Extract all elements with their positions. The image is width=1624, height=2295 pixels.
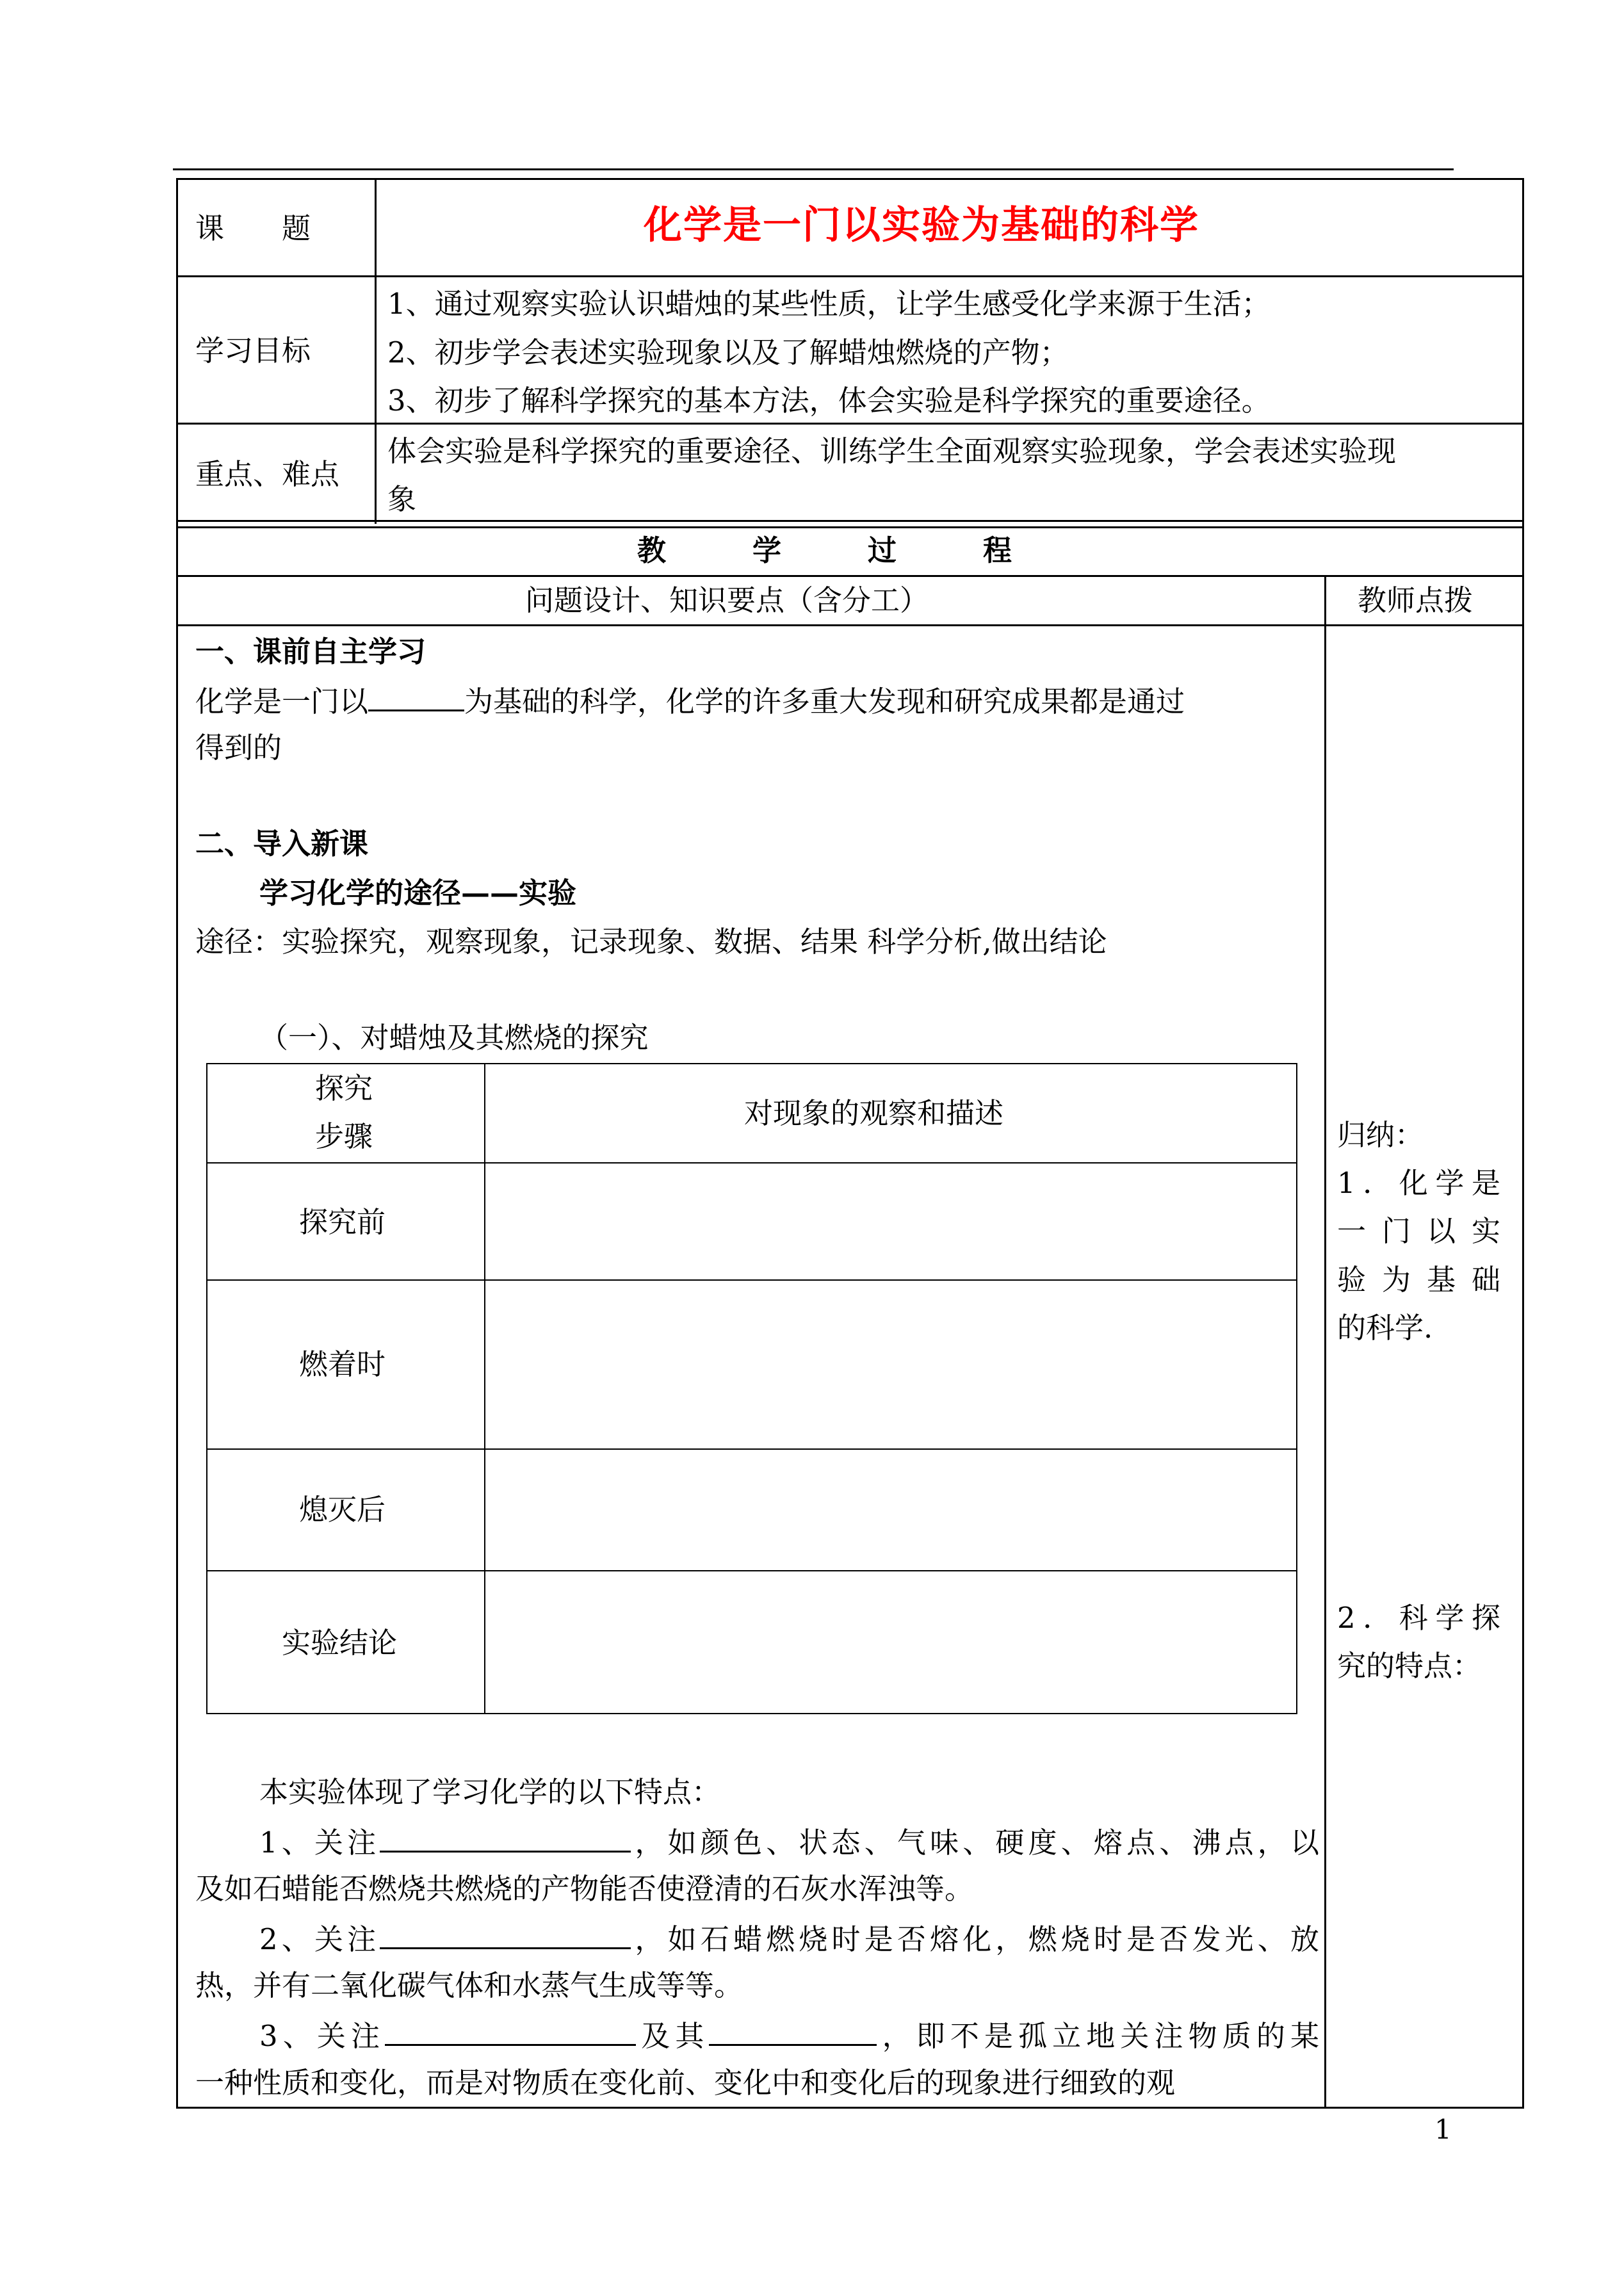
teacher-note-line: 1．化学是 bbox=[1337, 1166, 1500, 1200]
teacher-note-line: 的科学. bbox=[1337, 1311, 1433, 1345]
teacher-note-line: 验为基础 bbox=[1337, 1263, 1500, 1297]
sentence-part: 化学是一门以 bbox=[195, 685, 369, 718]
fill-in-sentence bbox=[195, 685, 1185, 716]
inquiry-table-border bbox=[206, 1279, 1297, 1281]
inquiry-row-label: 燃着时 bbox=[299, 1347, 386, 1381]
column-header-main: 问题设计、知识要点（含分工） bbox=[525, 583, 929, 617]
inquiry-table-border bbox=[1296, 1063, 1297, 1714]
page-number: 1 bbox=[1434, 2114, 1452, 2145]
section-heading: 二、导入新课 bbox=[195, 827, 369, 861]
objective-item: 2、初步学会表述实验现象以及了解蜡烛燃烧的产物； bbox=[387, 336, 1069, 369]
inquiry-table-border bbox=[206, 1162, 1297, 1164]
row-divider bbox=[176, 520, 1524, 522]
sentence-part: ，如颜色、状态、气味、硬度、熔点、沸点，以 bbox=[631, 1826, 1319, 1860]
page-title: 化学是一门以实验为基础的科学 bbox=[644, 203, 1199, 248]
keypoints-text: 体会实验是科学探究的重要途径、训练学生全面观察实验现象，学会表述实验现 bbox=[387, 434, 1397, 468]
inquiry-col-header: 步骤 bbox=[315, 1119, 373, 1153]
answer-blank[interactable] bbox=[368, 685, 464, 711]
inquiry-table-border bbox=[484, 1063, 485, 1714]
process-heading: 教 学 过 程 bbox=[637, 533, 1012, 567]
paragraph-line: 一种性质和变化，而是对物质在变化前、变化中和变化后的现象进行细致的观 bbox=[195, 2066, 1176, 2100]
teacher-note-line: 2．科学探 bbox=[1337, 1601, 1500, 1635]
subsection-heading: （一）、对蜡烛及其燃烧的探究 bbox=[259, 1021, 649, 1055]
teacher-note-line: 究的特点： bbox=[1337, 1649, 1482, 1683]
sentence-part: 2、关注 bbox=[259, 1922, 380, 1956]
sentence-part: 3、关注 bbox=[259, 2019, 386, 2053]
inquiry-row-label: 探究前 bbox=[299, 1205, 386, 1239]
row-divider bbox=[176, 575, 1524, 577]
header-divider bbox=[375, 178, 377, 524]
inquiry-table-border bbox=[206, 1570, 1297, 1571]
teacher-column-divider bbox=[1324, 575, 1326, 2108]
paragraph-line: 本实验体现了学习化学的以下特点： bbox=[259, 1775, 721, 1809]
inquiry-row-label: 熄灭后 bbox=[299, 1493, 386, 1527]
column-header-teacher: 教师点拨 bbox=[1358, 583, 1474, 617]
keypoints-text: 象 bbox=[387, 482, 417, 516]
teacher-note-line: 一门以实 bbox=[1337, 1214, 1500, 1248]
fill-in-sentence bbox=[259, 1826, 1319, 1860]
sentence-part: 为基础的科学，化学的许多重大发现和研究成果都是通过 bbox=[464, 685, 1185, 718]
inquiry-table-border bbox=[206, 1448, 1297, 1450]
paragraph-line: 得到的 bbox=[195, 731, 282, 765]
row-divider bbox=[176, 624, 1524, 626]
inquiry-table-border bbox=[206, 1713, 1297, 1714]
objectives-label: 学习目标 bbox=[195, 334, 311, 368]
objective-item: 3、初步了解科学探究的基本方法，体会实验是科学探究的重要途径。 bbox=[387, 384, 1271, 418]
inquiry-col-header: 对现象的观察和描述 bbox=[744, 1096, 1004, 1130]
row-divider bbox=[176, 275, 1524, 277]
table-border-top bbox=[176, 178, 1524, 180]
inquiry-table-border bbox=[206, 1063, 1297, 1064]
paragraph-line: 途径：实验探究，观察现象，记录现象、数据、结果 科学分析,做出结论 bbox=[195, 925, 1107, 959]
answer-blank[interactable] bbox=[709, 2020, 877, 2046]
inquiry-col-header: 探究 bbox=[315, 1071, 373, 1105]
row-divider bbox=[176, 423, 1524, 425]
sentence-part: 及其 bbox=[636, 2019, 710, 2053]
header-rule bbox=[173, 168, 1454, 170]
subheading: 学习化学的途径——实验 bbox=[259, 876, 577, 910]
fill-in-sentence bbox=[259, 1923, 1319, 1954]
section-heading: 一、课前自主学习 bbox=[195, 635, 426, 669]
table-border-left bbox=[176, 178, 178, 2108]
summary-label: 归纳： bbox=[1337, 1118, 1424, 1152]
keypoints-label: 重点、难点 bbox=[195, 457, 340, 491]
fill-in-sentence bbox=[259, 2019, 1319, 2053]
inquiry-table-border bbox=[206, 1063, 207, 1714]
inquiry-row-label: 实验结论 bbox=[282, 1626, 398, 1660]
objective-item: 1、通过观察实验认识蜡烛的某些性质，让学生感受化学来源于生活； bbox=[387, 287, 1271, 321]
sentence-part: 1、关注 bbox=[259, 1826, 380, 1860]
answer-blank[interactable] bbox=[385, 2020, 636, 2046]
table-border-right bbox=[1522, 178, 1524, 2108]
sentence-part: ，即不是孤立地关注物质的某 bbox=[877, 2019, 1319, 2053]
answer-blank[interactable] bbox=[380, 1826, 631, 1853]
sentence-part: ，如石蜡燃烧时是否熔化，燃烧时是否发光、放 bbox=[631, 1922, 1319, 1956]
answer-blank[interactable] bbox=[380, 1923, 631, 1949]
table-border-bottom bbox=[176, 2107, 1524, 2109]
topic-label: 课 题 bbox=[195, 211, 311, 245]
row-divider bbox=[176, 526, 1524, 528]
paragraph-line: 及如石蜡能否燃烧共燃烧的产物能否使澄清的石灰水浑浊等。 bbox=[195, 1872, 974, 1906]
paragraph-line: 热，并有二氧化碳气体和水蒸气生成等等。 bbox=[195, 1968, 743, 2002]
